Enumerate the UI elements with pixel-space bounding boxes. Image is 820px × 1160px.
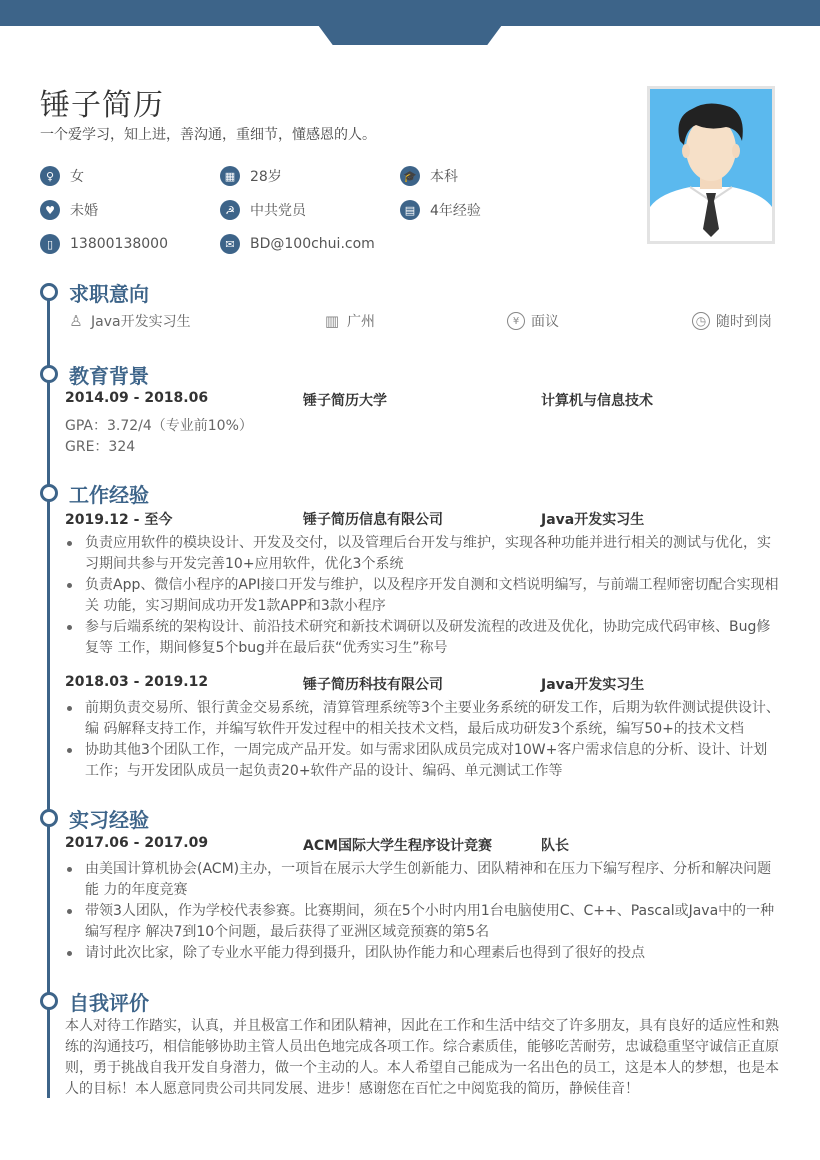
list-item: 参与后端系统的架构设计、前沿技术研究和新技术调研以及研发流程的改进及优化，协助完成代码审核、Bug修复等 工作，期间修复5个bug并在最后获“优秀实习生”称号 (65, 617, 781, 659)
info-political (220, 199, 306, 221)
top-banner (0, 0, 820, 26)
info-text: 13800138000 (70, 236, 168, 252)
info-marital (40, 199, 98, 221)
education-gre: GRE：324 (65, 439, 136, 455)
info-email[interactable] (220, 233, 375, 255)
list-item: 由美国计算机协会(ACM)主办，一项旨在展示大学生创新能力、团队精神和在压力下编写程序、分析和解决问题能 力的年度竞赛 (65, 859, 781, 901)
internship-role: 队长 (541, 838, 569, 854)
experience-icon: ▤ (400, 200, 420, 220)
work-date: 2019.12 - 至今 (65, 512, 173, 528)
clock-icon: ◷ (692, 312, 710, 330)
work-role: Java开发实习生 (541, 677, 645, 693)
section-title-work: 工作经验 (40, 480, 149, 506)
info-text: 女 (70, 169, 84, 185)
education-major: 计算机与信息技术 (541, 393, 653, 409)
timeline-dot (40, 484, 58, 502)
info-text: 中共党员 (250, 203, 306, 219)
list-item: 请讨此次比家，除了专业水平能力得到摄升，团队协作能力和心理素后也得到了很好的投点 (65, 943, 781, 964)
list-item: 带领3人团队，作为学校代表参赛。比赛期间，须在5个小时内用1台电脑使用C、C++、Pascal或Java中的一种编写程序 解决7到10个问题，最后获得了亚洲区域竞预赛的第5名 (65, 901, 781, 943)
section-title-intent: 求职意向 (40, 279, 149, 305)
timeline-line (47, 292, 50, 1098)
city-icon: ▥ (324, 312, 340, 330)
intent-city: ▥ 广州 (324, 312, 375, 330)
gender-icon: ♀ (40, 166, 60, 186)
party-emblem-icon: ☭ (220, 200, 240, 220)
self-evaluation-text: 本人对待工作踏实，认真，并且极富工作和团队精神，因此在工作和生活中结交了许多朋友，具有良好的适应性和熟练的沟通技巧，相信能够协助主管人员出色地完成各项工作。综合素质佳，能够吃苦耐劳，忠诚稳重坚守诚信正直原则，勇于挑战自我开发自身潜力，做一个主动的人。本人希望自己能成为一名出色的员工，这是本人的梦想，也是本人的目标！本人愿意同贵公司共同发展、进步！感谢您在百忙之中阅览我的简历，静候佳音！ (65, 1018, 779, 1097)
info-age (220, 165, 282, 187)
profile-photo (647, 86, 775, 244)
intent-position: ♙ Java开发实习生 (67, 311, 191, 331)
calendar-icon: ▦ (220, 166, 240, 186)
tie-icon: ♙ (69, 312, 83, 330)
timeline-dot (40, 992, 58, 1010)
top-banner-tab (318, 25, 502, 45)
intent-availability: ◷ 随时到岗 (692, 311, 772, 331)
yuan-icon: ¥ (507, 312, 525, 330)
info-text: 28岁 (250, 169, 282, 185)
heart-icon: ♥ (40, 200, 60, 220)
info-text: 未婚 (70, 203, 98, 219)
info-phone (40, 233, 168, 255)
timeline-dot (40, 809, 58, 827)
info-degree (400, 165, 458, 187)
education-gpa: GPA：3.72/4（专业前10%） (65, 418, 253, 434)
resume-tagline: 一个爱学习，知上进，善沟通，重细节，懂感恩的人。 (40, 127, 376, 143)
work-bullets (65, 698, 781, 782)
internship-bullets (65, 859, 781, 964)
education-date: 2014.09 - 2018.06 (65, 390, 209, 406)
intent-salary: ¥ 面议 (507, 311, 559, 331)
section-title-self: 自我评价 (40, 988, 149, 1014)
info-gender (40, 165, 84, 187)
info-text: 本科 (430, 169, 458, 185)
internship-org: ACM国际大学生程序设计竞赛 (303, 838, 493, 854)
avatar-illustration (650, 89, 772, 241)
list-item: 协助其他3个团队工作，一周完成产品开发。如与需求团队成员完成对10W+客户需求信息的分析、设计、计划工作；与开发团队成员一起负责20+软件产品的设计、编码、单元测试工作等 (65, 740, 781, 782)
info-experience (400, 199, 481, 221)
email-link[interactable]: BD@100chui.com (250, 236, 375, 252)
work-date: 2018.03 - 2019.12 (65, 674, 209, 690)
list-item: 负责应用软件的模块设计、开发及交付，以及管理后台开发与维护，实现各种功能并进行相关的测试与优化，实习期间共参与开发完善10+应用软件，优化3个系统 (65, 533, 781, 575)
work-company: 锤子简历信息有限公司 (303, 512, 443, 528)
education-school: 锤子简历大学 (303, 393, 387, 409)
graduation-cap-icon: 🎓 (400, 166, 420, 186)
timeline-dot (40, 283, 58, 301)
work-company: 锤子简历科技有限公司 (303, 677, 443, 693)
section-title-education: 教育背景 (40, 361, 149, 387)
email-icon: ✉ (220, 234, 240, 254)
section-title-internship: 实习经验 (40, 805, 149, 831)
resume-name: 锤子简历 (40, 88, 164, 123)
phone-icon: ▯ (40, 234, 60, 254)
work-role: Java开发实习生 (541, 512, 645, 528)
info-text: 4年经验 (430, 203, 481, 219)
timeline-dot (40, 365, 58, 383)
internship-date: 2017.06 - 2017.09 (65, 835, 209, 851)
list-item: 前期负责交易所、银行黄金交易系统，清算管理系统等3个主要业务系统的研发工作，后期为软件测试提供设计、编 码解释支持工作，并编写软件开发过程中的相关技术文档，最后成功研发3个系统，编写50+的技术文档 (65, 698, 781, 740)
work-bullets (65, 533, 781, 659)
list-item: 负责App、微信小程序的API接口开发与维护，以及程序开发自测和文档说明编写，与前端工程师密切配合实现相关 功能，实习期间成功开发1款APP和3款小程序 (65, 575, 781, 617)
